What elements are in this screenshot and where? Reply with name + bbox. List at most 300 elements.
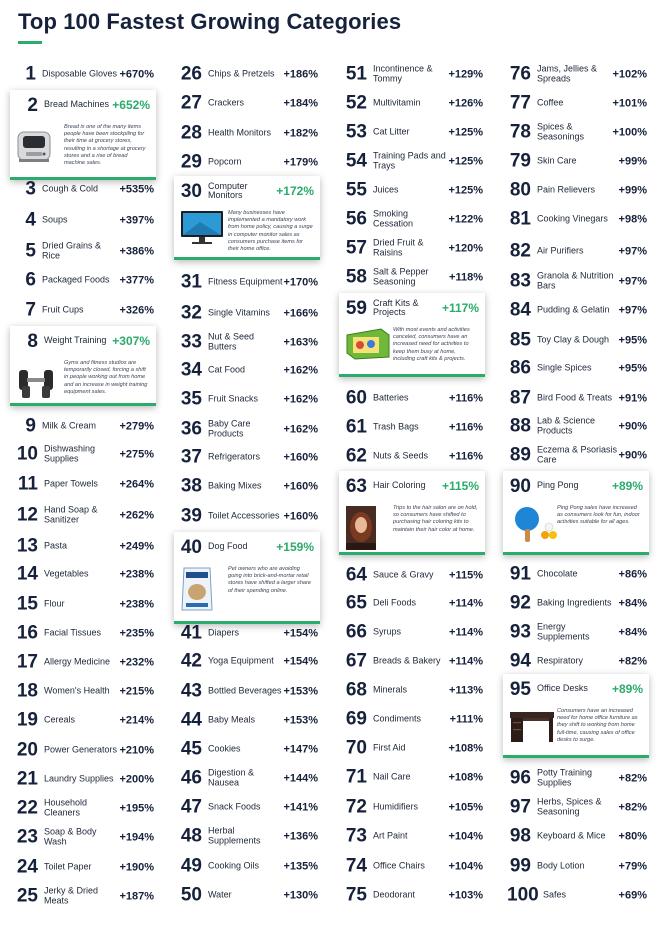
growth-percent: +95% xyxy=(618,334,647,346)
category-row xyxy=(507,331,647,350)
category-name: Minerals xyxy=(373,685,408,695)
growth-percent: +108% xyxy=(448,771,483,783)
growth-percent: +136% xyxy=(283,830,318,842)
category-row xyxy=(343,94,483,113)
rank-number: 59 xyxy=(345,297,367,319)
rank-number: 61 xyxy=(345,416,367,438)
highlight-card xyxy=(339,293,485,377)
growth-percent: +95% xyxy=(618,362,647,374)
category-row xyxy=(14,537,154,556)
category-name: Pain Relievers xyxy=(537,185,596,195)
rank-number: 24 xyxy=(16,856,38,878)
card-header xyxy=(339,293,485,323)
growth-percent: +190% xyxy=(119,861,154,873)
growth-percent: +125% xyxy=(448,184,483,196)
category-name: Breads & Bakery xyxy=(373,656,441,666)
rank-number: 7 xyxy=(25,299,36,321)
category-name: Soups xyxy=(42,215,68,225)
rank-number: 49 xyxy=(180,855,202,877)
category-name: Packaged Foods xyxy=(42,275,110,285)
category-row xyxy=(14,180,154,199)
category-row xyxy=(14,271,154,290)
category-name: Cooking Vinegars xyxy=(537,214,608,224)
category-row xyxy=(14,506,154,525)
growth-percent: +135% xyxy=(283,860,318,872)
category-name: Salt & Pepper Seasoning xyxy=(373,267,429,286)
category-row xyxy=(14,711,154,730)
category-name: First Aid xyxy=(373,743,406,753)
category-name: Fitness Equipment xyxy=(208,277,283,287)
growth-percent: +144% xyxy=(283,772,318,784)
rank-number: 60 xyxy=(345,387,367,409)
growth-percent: +104% xyxy=(448,860,483,872)
category-row xyxy=(507,857,647,876)
category-name: Cereals xyxy=(44,715,76,725)
growth-percent: +182% xyxy=(283,127,318,139)
category-name: Eczema & Psoriasis Care xyxy=(537,445,618,464)
card-description: Pet owners who are avoiding going into brick-and-mortar retail stores have shifted a larger share of their spending online. xyxy=(228,566,312,594)
growth-percent: +97% xyxy=(618,275,647,287)
category-name: Nuts & Seeds xyxy=(373,451,429,461)
category-row xyxy=(343,681,483,700)
rank-number: 74 xyxy=(345,855,367,877)
category-name: Cookies xyxy=(208,744,241,754)
category-name: Fruit Snacks xyxy=(208,394,259,404)
category-row xyxy=(343,566,483,585)
category-row xyxy=(507,417,647,436)
growth-percent: +125% xyxy=(448,126,483,138)
rank-number: 51 xyxy=(345,63,367,85)
rank-number: 10 xyxy=(16,443,38,465)
category-name: Hair Coloring xyxy=(373,481,426,491)
growth-percent: +114% xyxy=(449,597,483,609)
category-name: Skin Care xyxy=(537,156,577,166)
category-row xyxy=(178,652,318,671)
category-row xyxy=(178,361,318,380)
category-row xyxy=(14,65,154,84)
category-row xyxy=(178,740,318,759)
category-row xyxy=(14,741,154,760)
growth-percent: +172% xyxy=(276,184,314,198)
growth-percent: +98% xyxy=(618,213,647,225)
growth-percent: +82% xyxy=(618,772,647,784)
category-row xyxy=(507,301,647,320)
category-name: Deli Foods xyxy=(373,598,417,608)
category-row xyxy=(343,447,483,466)
highlight-card xyxy=(503,674,649,758)
category-row xyxy=(507,594,647,613)
category-row xyxy=(507,652,647,671)
page-title: Top 100 Fastest Growing Categories xyxy=(18,9,402,34)
growth-percent: +670% xyxy=(119,68,154,80)
growth-percent: +97% xyxy=(618,245,647,257)
rank-number: 92 xyxy=(509,592,531,614)
growth-percent: +652% xyxy=(112,98,150,112)
rank-number: 100 xyxy=(507,884,539,906)
growth-percent: +116% xyxy=(449,450,483,462)
column-1 xyxy=(14,62,154,928)
growth-percent: +90% xyxy=(618,449,647,461)
growth-percent: +113% xyxy=(449,684,483,696)
title-underline xyxy=(18,41,42,44)
rank-number: 16 xyxy=(16,622,38,644)
growth-percent: +101% xyxy=(612,97,647,109)
card-header xyxy=(10,326,156,356)
rank-number: 95 xyxy=(509,678,531,700)
category-name: Laundry Supplies xyxy=(44,774,114,784)
category-name: Soap & Body Wash xyxy=(44,827,97,846)
growth-percent: +162% xyxy=(283,423,318,435)
card-description: With most events and activities canceled, consumers have an increased need for activities to keep them busy at home, including craft kits & projects. xyxy=(393,327,470,362)
growth-percent: +214% xyxy=(119,714,154,726)
category-name: Refrigerators xyxy=(208,452,261,462)
growth-percent: +326% xyxy=(119,304,154,316)
category-name: Multivitamin xyxy=(373,98,421,108)
growth-percent: +141% xyxy=(283,801,318,813)
category-row xyxy=(343,857,483,876)
rank-number: 84 xyxy=(509,299,531,321)
category-row xyxy=(507,272,647,291)
category-row xyxy=(178,273,318,292)
growth-percent: +111% xyxy=(449,713,483,725)
craft-kit-box-icon xyxy=(345,327,391,366)
category-row xyxy=(14,445,154,464)
category-name: Ping Pong xyxy=(537,481,579,491)
rank-number: 37 xyxy=(180,446,202,468)
category-name: Training Pads and Trays xyxy=(373,151,446,170)
growth-percent: +125% xyxy=(448,155,483,167)
rank-number: 54 xyxy=(345,150,367,172)
card-header xyxy=(339,471,485,501)
category-row xyxy=(178,65,318,84)
category-name: Nail Care xyxy=(373,772,411,782)
growth-percent: +120% xyxy=(448,242,483,254)
rank-number: 57 xyxy=(345,237,367,259)
category-name: Popcorn xyxy=(208,157,242,167)
category-name: Jams, Jellies & Spreads xyxy=(537,64,598,83)
rank-number: 3 xyxy=(25,178,36,200)
category-row xyxy=(343,152,483,171)
rank-number: 71 xyxy=(345,766,367,788)
rank-number: 72 xyxy=(345,796,367,818)
growth-percent: +186% xyxy=(283,68,318,80)
category-name: Sauce & Gravy xyxy=(373,570,434,580)
category-name: Yoga Equipment xyxy=(208,656,274,666)
rank-number: 14 xyxy=(16,563,38,585)
rank-number: 93 xyxy=(509,621,531,643)
category-row xyxy=(178,827,318,846)
category-name: Diapers xyxy=(208,628,240,638)
growth-percent: +162% xyxy=(283,393,318,405)
growth-percent: +82% xyxy=(618,801,647,813)
ping-pong-icon xyxy=(509,505,557,550)
growth-percent: +210% xyxy=(119,744,154,756)
growth-percent: +147% xyxy=(283,743,318,755)
growth-percent: +102% xyxy=(612,68,647,80)
highlight-card xyxy=(174,176,320,260)
category-name: Milk & Cream xyxy=(42,421,97,431)
category-row xyxy=(14,417,154,436)
category-row xyxy=(178,477,318,496)
category-name: Office Chairs xyxy=(373,861,425,871)
rank-number: 6 xyxy=(25,269,36,291)
growth-percent: +200% xyxy=(119,773,154,785)
growth-percent: +114% xyxy=(449,626,483,638)
category-row xyxy=(178,124,318,143)
rank-number: 85 xyxy=(509,329,531,351)
highlight-card xyxy=(503,471,649,555)
category-name: Cat Litter xyxy=(373,127,410,137)
rank-number: 53 xyxy=(345,121,367,143)
growth-percent: +129% xyxy=(448,68,483,80)
category-name: Computer Monitors xyxy=(208,181,248,200)
category-name: Respiratory xyxy=(537,656,584,666)
category-name: Health Monitors xyxy=(208,128,272,138)
category-name: Safes xyxy=(543,890,567,900)
category-name: Lab & Science Products xyxy=(537,416,596,435)
growth-percent: +91% xyxy=(618,392,647,404)
category-name: Vegetables xyxy=(44,569,89,579)
category-row xyxy=(178,390,318,409)
category-row xyxy=(178,94,318,113)
rank-number: 65 xyxy=(345,592,367,614)
category-name: Jerky & Dried Meats xyxy=(44,886,99,905)
growth-percent: +69% xyxy=(618,889,647,901)
rank-number: 75 xyxy=(345,884,367,906)
growth-percent: +279% xyxy=(119,420,154,432)
category-row xyxy=(343,268,483,287)
category-row xyxy=(178,886,318,905)
category-row xyxy=(343,123,483,142)
category-name: Allergy Medicine xyxy=(44,657,111,667)
category-name: Toy Clay & Dough xyxy=(537,335,610,345)
category-row xyxy=(14,682,154,701)
growth-percent: +195% xyxy=(119,802,154,814)
category-name: Condiments xyxy=(373,714,422,724)
card-description: Consumers have an increased need for home office furniture as they shift to working from home full-time, causing sales of office desks to surge. xyxy=(557,708,638,743)
category-row xyxy=(14,565,154,584)
category-name: Dishwashing Supplies xyxy=(44,444,96,463)
growth-percent: +100% xyxy=(612,126,647,138)
growth-percent: +262% xyxy=(119,509,154,521)
category-name: Water xyxy=(208,890,232,900)
rank-number: 73 xyxy=(345,825,367,847)
card-description: Trips to the hair salon are on hold, so consumers have shifted to purchasing hair coloring kits to maintain their hair color at home. xyxy=(393,505,478,533)
category-row xyxy=(14,301,154,320)
category-name: Juices xyxy=(373,185,399,195)
category-name: Baking Mixes xyxy=(208,481,262,491)
category-name: Crackers xyxy=(208,98,245,108)
growth-percent: +194% xyxy=(119,831,154,843)
card-header xyxy=(174,532,320,562)
rank-number: 35 xyxy=(180,388,202,410)
category-row xyxy=(343,827,483,846)
rank-number: 55 xyxy=(345,179,367,201)
category-name: Fruit Cups xyxy=(42,305,84,315)
category-row xyxy=(507,123,647,142)
rank-number: 50 xyxy=(180,884,202,906)
growth-percent: +97% xyxy=(618,304,647,316)
category-row xyxy=(178,420,318,439)
growth-percent: +187% xyxy=(119,890,154,902)
growth-percent: +275% xyxy=(119,448,154,460)
monitor-icon xyxy=(180,210,224,251)
category-name: Humidifiers xyxy=(373,802,419,812)
rank-number: 30 xyxy=(180,180,202,202)
category-row xyxy=(343,418,483,437)
growth-percent: +99% xyxy=(618,155,647,167)
growth-percent: +99% xyxy=(618,184,647,196)
category-row xyxy=(178,448,318,467)
rank-number: 17 xyxy=(16,651,38,673)
rank-number: 96 xyxy=(509,767,531,789)
growth-percent: +82% xyxy=(618,655,647,667)
category-row xyxy=(178,798,318,817)
category-name: Baby Care Products xyxy=(208,419,251,438)
rank-number: 68 xyxy=(345,679,367,701)
growth-percent: +184% xyxy=(283,97,318,109)
growth-percent: +160% xyxy=(283,510,318,522)
category-name: Bread Machines xyxy=(44,100,110,110)
rank-number: 8 xyxy=(27,330,38,352)
rank-number: 2 xyxy=(27,94,38,116)
category-row xyxy=(507,446,647,465)
growth-percent: +160% xyxy=(283,451,318,463)
rank-number: 90 xyxy=(509,475,531,497)
rank-number: 63 xyxy=(345,475,367,497)
growth-percent: +238% xyxy=(119,598,154,610)
rank-number: 42 xyxy=(180,650,202,672)
category-row xyxy=(507,565,647,584)
growth-percent: +397% xyxy=(119,214,154,226)
category-name: Women's Health xyxy=(44,686,110,696)
category-name: Chips & Pretzels xyxy=(208,69,275,79)
category-name: Air Purifiers xyxy=(537,246,584,256)
category-row xyxy=(14,858,154,877)
rank-number: 41 xyxy=(180,622,202,644)
category-name: Potty Training Supplies xyxy=(537,768,593,787)
rank-number: 47 xyxy=(180,796,202,818)
category-name: Flour xyxy=(44,599,65,609)
category-name: Batteries xyxy=(373,393,409,403)
category-row xyxy=(178,507,318,526)
category-row xyxy=(178,857,318,876)
rank-number: 15 xyxy=(16,593,38,615)
category-name: Bird Food & Treats xyxy=(537,393,613,403)
category-row xyxy=(178,304,318,323)
growth-percent: +86% xyxy=(618,568,647,580)
category-row xyxy=(14,624,154,643)
category-name: Bottled Beverages xyxy=(208,686,282,696)
growth-percent: +118% xyxy=(449,271,483,283)
growth-percent: +159% xyxy=(276,540,314,554)
dog-food-bag-icon xyxy=(180,566,214,617)
category-name: Disposable Gloves xyxy=(42,69,118,79)
growth-percent: +105% xyxy=(448,801,483,813)
category-row xyxy=(14,799,154,818)
category-name: Hand Soap & Sanitizer xyxy=(44,505,98,524)
growth-percent: +80% xyxy=(618,830,647,842)
category-row xyxy=(343,210,483,229)
card-description: Many businesses have implemented a mandatory work from home policy, causing a surge in computer monitor sales as consumers purchase items for their home office. xyxy=(228,210,313,253)
category-name: Smoking Cessation xyxy=(373,209,414,228)
category-row xyxy=(343,389,483,408)
category-name: Herbal Supplements xyxy=(208,826,261,845)
growth-percent: +116% xyxy=(449,392,483,404)
category-name: Office Desks xyxy=(537,684,588,694)
category-name: Craft Kits & Projects xyxy=(373,298,419,317)
category-row xyxy=(507,65,647,84)
category-row xyxy=(507,210,647,229)
rank-number: 82 xyxy=(509,240,531,262)
category-name: Art Paint xyxy=(373,831,408,841)
category-row xyxy=(343,65,483,84)
category-name: Dog Food xyxy=(208,542,248,552)
growth-percent: +264% xyxy=(119,478,154,490)
growth-percent: +160% xyxy=(283,480,318,492)
growth-percent: +162% xyxy=(283,364,318,376)
category-name: Power Generators xyxy=(44,745,118,755)
column-4 xyxy=(507,62,647,928)
category-name: Dried Grains & Rice xyxy=(42,241,102,260)
rank-number: 98 xyxy=(509,825,531,847)
rank-number: 87 xyxy=(509,387,531,409)
rank-number: 12 xyxy=(16,504,38,526)
category-row xyxy=(178,769,318,788)
category-row xyxy=(343,239,483,258)
growth-percent: +126% xyxy=(448,97,483,109)
growth-percent: +90% xyxy=(618,420,647,432)
category-row xyxy=(14,475,154,494)
rank-number: 70 xyxy=(345,737,367,759)
category-name: Weight Training xyxy=(44,336,107,346)
rank-number: 27 xyxy=(180,92,202,114)
growth-percent: +154% xyxy=(283,627,318,639)
growth-percent: +386% xyxy=(119,245,154,257)
rank-number: 77 xyxy=(509,92,531,114)
growth-percent: +108% xyxy=(448,742,483,754)
category-row xyxy=(507,242,647,261)
category-row xyxy=(178,624,318,643)
category-name: Trash Bags xyxy=(373,422,419,432)
category-row xyxy=(507,769,647,788)
category-row xyxy=(507,623,647,642)
category-row xyxy=(343,710,483,729)
growth-percent: +163% xyxy=(283,336,318,348)
growth-percent: +377% xyxy=(119,274,154,286)
rank-number: 48 xyxy=(180,825,202,847)
category-name: Facial Tissues xyxy=(44,628,102,638)
growth-percent: +84% xyxy=(618,597,647,609)
growth-percent: +89% xyxy=(611,682,643,696)
rank-number: 94 xyxy=(509,650,531,672)
rank-number: 22 xyxy=(16,797,38,819)
category-name: Deodorant xyxy=(373,890,416,900)
rank-number: 1 xyxy=(25,63,36,85)
rank-number: 33 xyxy=(180,331,202,353)
rank-number: 78 xyxy=(509,121,531,143)
rank-number: 44 xyxy=(180,709,202,731)
category-row xyxy=(343,181,483,200)
rank-number: 38 xyxy=(180,475,202,497)
category-name: Toilet Accessories xyxy=(208,511,280,521)
rank-number: 13 xyxy=(16,535,38,557)
category-name: Cooking Oils xyxy=(208,861,260,871)
category-row xyxy=(507,827,647,846)
category-list xyxy=(0,62,660,928)
growth-percent: +153% xyxy=(283,685,318,697)
rank-number: 23 xyxy=(16,826,38,848)
